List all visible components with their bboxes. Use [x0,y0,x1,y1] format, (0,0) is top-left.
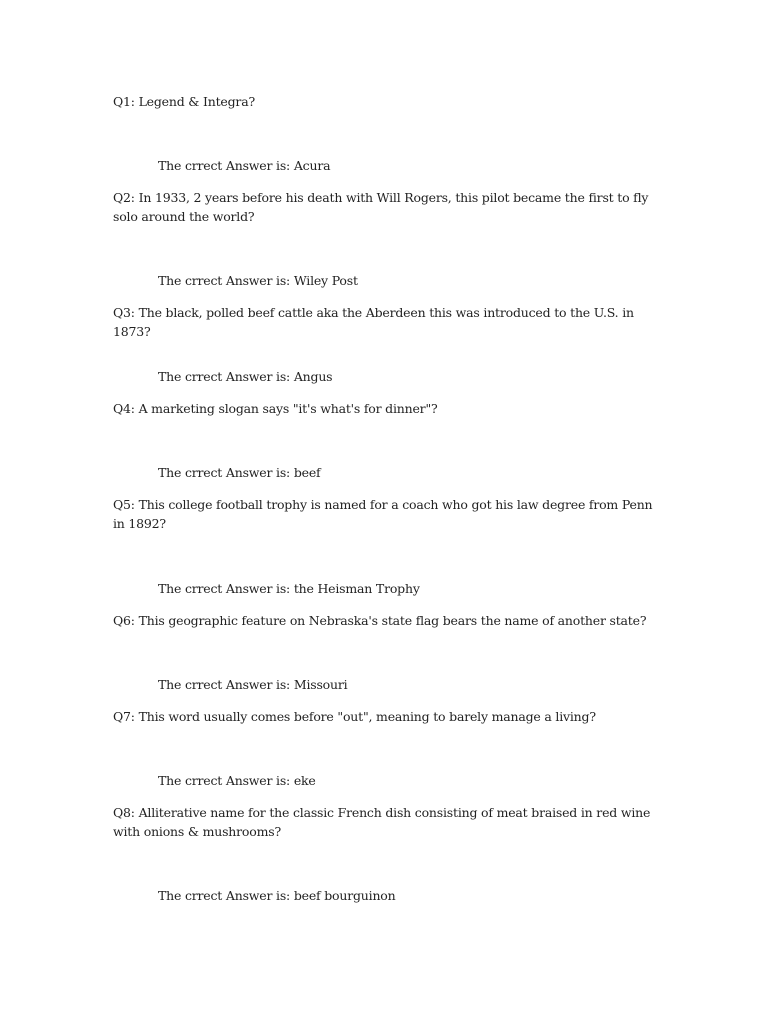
question-5: Q5: This college football trophy is named for a coach who got his law degree from Penn in 1892? [113,497,653,531]
answer-8: The crrect Answer is: beef bourguinon [158,888,396,903]
answer-4: The crrect Answer is: beef [158,465,321,480]
answer-5: The crrect Answer is: the Heisman Trophy [158,581,420,596]
answer-6: The crrect Answer is: Missouri [158,677,348,692]
answer-2: The crrect Answer is: Wiley Post [158,273,358,288]
question-6: Q6: This geographic feature on Nebraska's state flag bears the name of another state? [113,613,647,628]
question-4: Q4: A marketing slogan says "it's what's for dinner"? [113,401,438,416]
answer-7: The crrect Answer is: eke [158,773,316,788]
question-7: Q7: This word usually comes before "out", meaning to barely manage a living? [113,709,596,724]
question-1: Q1: Legend & Integra? [113,94,255,109]
answer-3: The crrect Answer is: Angus [158,369,333,384]
question-3: Q3: The black, polled beef cattle aka the Aberdeen this was introduced to the U.S. in 1873? [113,305,634,339]
question-8: Q8: Alliterative name for the classic French dish consisting of meat braised in red wine with onions & mushrooms? [113,805,651,839]
question-2: Q2: In 1933, 2 years before his death with Will Rogers, this pilot became the first to fly solo around the world? [113,190,649,224]
answer-1: The crrect Answer is: Acura [158,158,331,173]
